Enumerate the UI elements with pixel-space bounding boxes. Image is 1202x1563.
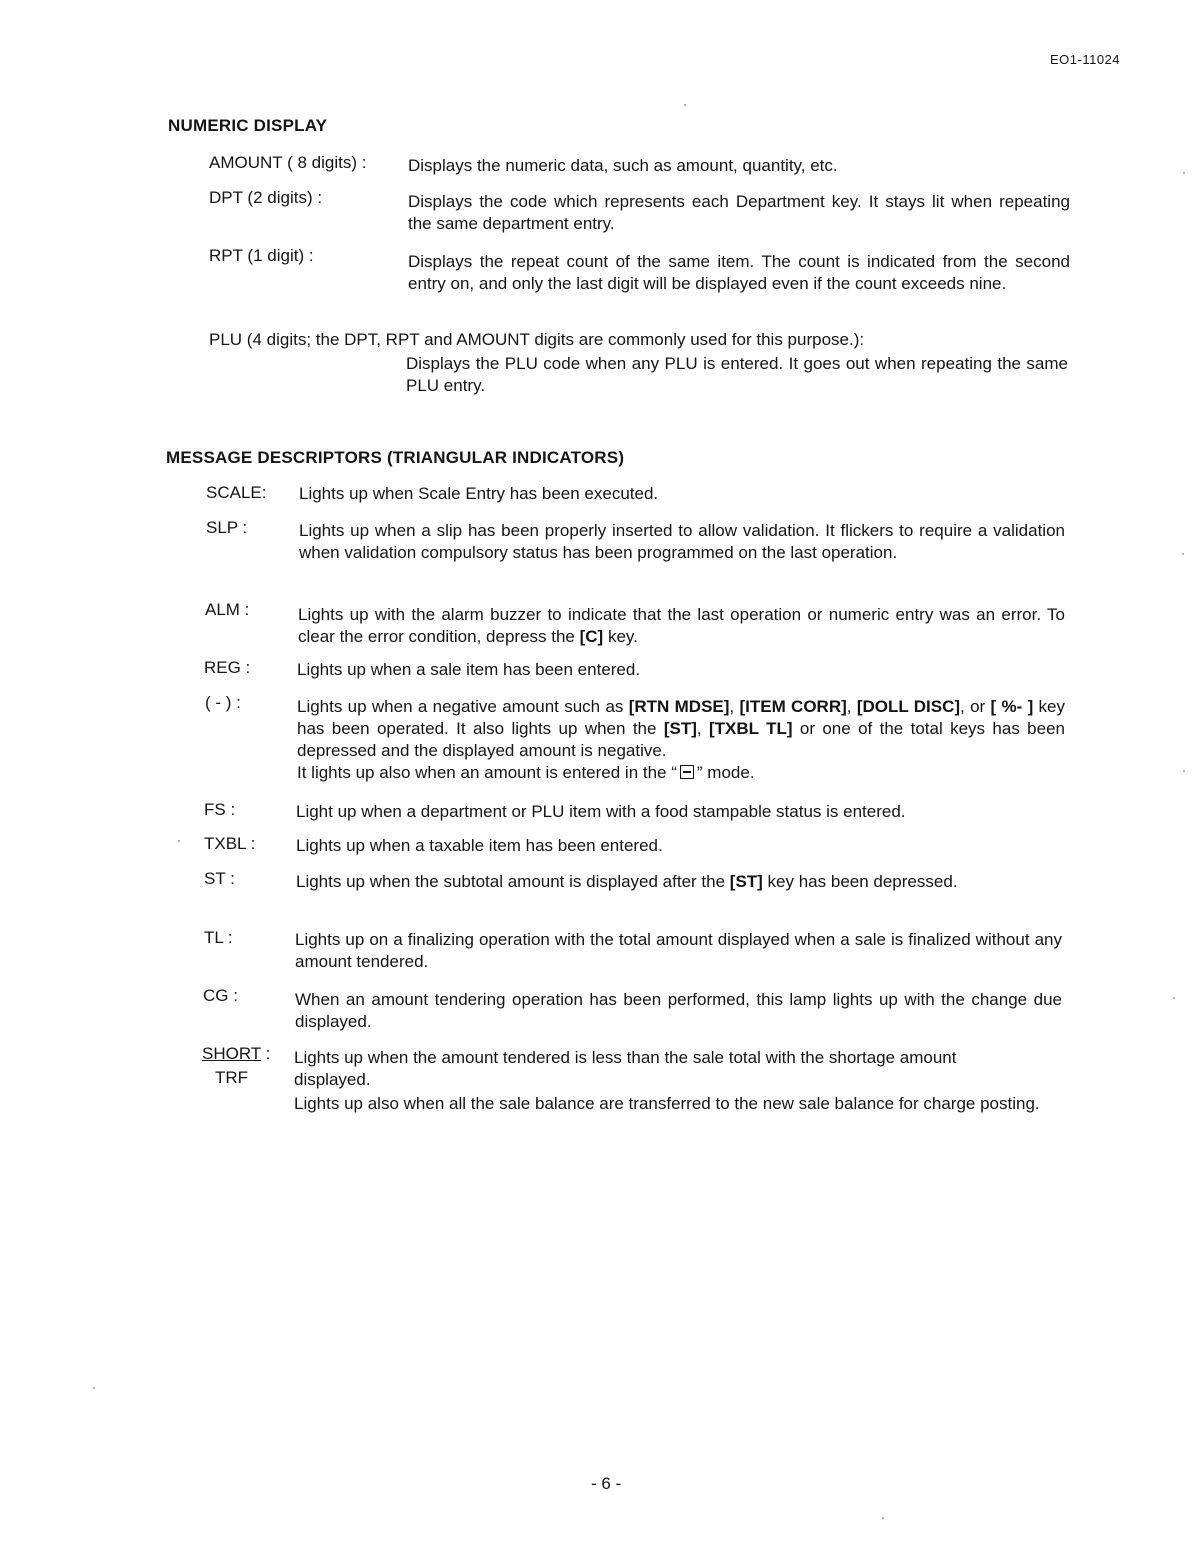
scan-speck — [1182, 553, 1184, 555]
key-doll-disc: [DOLL DISC] — [856, 697, 961, 716]
amount-label: AMOUNT ( 8 digits) : — [209, 153, 367, 172]
document-id: EO1-11024 — [1050, 52, 1121, 67]
minus-label: ( - ) : — [205, 693, 241, 712]
fs-label: FS : — [204, 800, 236, 819]
alm-label: ALM : — [205, 600, 250, 619]
short-label: SHORT : — [202, 1044, 271, 1063]
alm-description: Lights up with the alarm buzzer to indicate that the last operation or numeric entry was an error. To clear the error condition, depress the [C] key. — [298, 605, 1065, 646]
key-percent-minus: [ %- ] — [990, 697, 1034, 716]
tl-description: Lights up on a finalizing operation with the total amount displayed when a sale is finalized without any amount tendered. — [295, 930, 1062, 971]
key-c: [C] — [579, 627, 604, 646]
dpt-label: DPT (2 digits) : — [209, 188, 323, 207]
st-label: ST : — [204, 869, 235, 888]
txbl-label: TXBL : — [204, 834, 256, 853]
scan-speck — [1173, 997, 1175, 999]
scan-speck — [1183, 770, 1185, 772]
scan-speck — [684, 104, 686, 106]
scale-description: Lights up when Scale Entry has been executed. — [299, 484, 659, 503]
reg-label: REG : — [204, 658, 251, 677]
fs-description: Light up when a department or PLU item with a food stampable status is entered. — [296, 802, 906, 821]
scan-speck — [93, 1387, 95, 1389]
plu-label: PLU (4 digits; the DPT, RPT and AMOUNT digits are commonly used for this purpose.): — [209, 330, 865, 349]
slp-label: SLP : — [206, 518, 248, 537]
reg-description: Lights up when a sale item has been entered. — [297, 660, 641, 679]
scale-label: SCALE: — [206, 483, 267, 502]
cg-label: CG : — [203, 986, 238, 1005]
amount-description: Displays the numeric data, such as amount, quantity, etc. — [408, 156, 838, 175]
scan-speck — [178, 840, 180, 842]
scan-speck — [1183, 172, 1185, 174]
txbl-description: Lights up when a taxable item has been entered. — [296, 836, 663, 855]
key-txbl-tl: [TXBL TL] — [708, 719, 793, 738]
st-description: Lights up when the subtotal amount is displayed after the [ST] key has been depressed. — [296, 872, 958, 891]
key-st: [ST] — [729, 872, 763, 891]
key-item-corr: [ITEM CORR] — [739, 697, 847, 716]
rpt-description: Displays the repeat count of the same item. The count is indicated from the second entry on, and only the last digit will be displayed even if the count exceeds nine. — [408, 252, 1070, 293]
minus-description: Lights up when a negative amount such as [RTN MDSE], [ITEM CORR], [DOLL DISC], or [ %- ] key has been operated. It also lights up when the [ST], [TXBL TL] or one of the total keys has been depressed and the displayed amount is negative. It lights up also when an amount is entered in the “ ” mode. — [297, 697, 1066, 782]
rpt-label: RPT (1 digit) : — [209, 246, 314, 265]
scan-speck — [882, 1517, 884, 1519]
tl-label: TL : — [204, 928, 233, 947]
message-descriptors-title: MESSAGE DESCRIPTORS (TRIANGULAR INDICATORS) — [166, 448, 625, 467]
numeric-display-title: NUMERIC DISPLAY — [168, 116, 328, 135]
plu-description: Displays the PLU code when any PLU is entered. It goes out when repeating the same PLU entry. — [406, 354, 1068, 395]
trf-label: TRF — [215, 1068, 249, 1087]
short-trf-description: Lights up when the amount tendered is less than the sale total with the shortage amount displayed. Lights up also when all the sale balance are transferred to the new sale balance for charge posting. — [294, 1048, 1040, 1113]
key-st: [ST] — [663, 719, 697, 738]
dpt-description: Displays the code which represents each Department key. It stays lit when repeating the same department entry. — [408, 192, 1070, 233]
slp-description: Lights up when a slip has been properly inserted to allow validation. It flickers to require a validation when validation compulsory status has been programmed on the last operation. — [299, 521, 1065, 562]
minus-box-icon — [680, 765, 694, 779]
cg-description: When an amount tendering operation has been performed, this lamp lights up with the change due displayed. — [295, 990, 1062, 1031]
page-number: - 6 - — [591, 1474, 622, 1493]
key-rtn-mdse: [RTN MDSE] — [628, 697, 730, 716]
